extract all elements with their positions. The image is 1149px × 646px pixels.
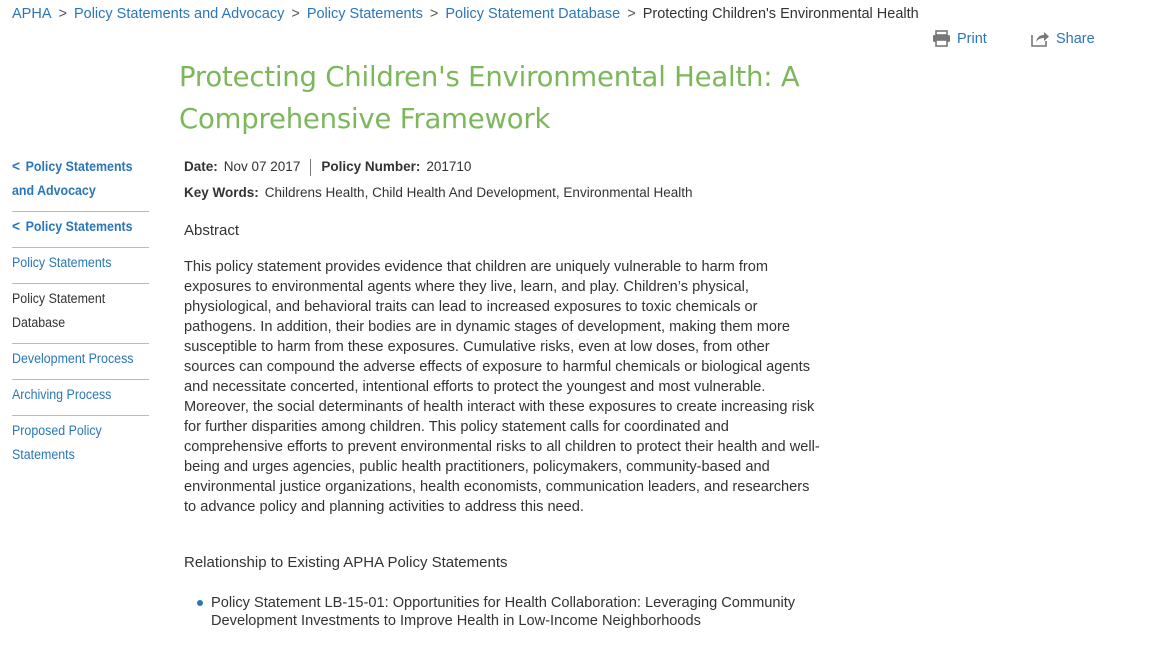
chevron-left-icon: < — [12, 218, 21, 235]
breadcrumb-apha[interactable]: APHA — [12, 6, 52, 22]
sidebar-item-policy-statements[interactable]: Policy Statements — [12, 248, 149, 284]
sidebar-item-development-process[interactable]: Development Process — [12, 344, 149, 380]
breadcrumb — [12, 6, 919, 22]
policy-number-label: Policy Number: — [321, 159, 421, 175]
date-value: Nov 07 2017 — [223, 159, 301, 175]
printer-icon — [932, 30, 951, 47]
breadcrumb-current: Protecting Children's Environmental Health — [642, 6, 919, 22]
keywords-label: Key Words: — [184, 185, 259, 200]
abstract-heading: Abstract — [184, 222, 240, 239]
breadcrumb-separator: > — [58, 6, 67, 22]
sidebar-item-archiving-process[interactable]: Archiving Process — [12, 380, 149, 416]
breadcrumb-separator: > — [429, 6, 439, 22]
policy-number-value: 201710 — [426, 159, 472, 175]
breadcrumb-policy-statements[interactable]: Policy Statements — [306, 6, 423, 22]
chevron-left-icon: < — [12, 158, 21, 175]
sidebar-back-policy-statements[interactable] — [12, 212, 149, 248]
share-button[interactable] — [1031, 30, 1095, 47]
page-title: Protecting Children's Environmental Health: A Comprehensive Framework — [179, 61, 800, 135]
list-item: Policy Statement LB-15-01: Opportunities for Health Collaboration: Leveraging Community Development Investments to Improve Health in Low-Income Neighborhoods — [211, 594, 801, 630]
breadcrumb-policy-statements-and-advocacy[interactable]: Policy Statements and Advocacy — [73, 6, 285, 22]
sidebar-back-policy-statements-and-advocacy[interactable] — [12, 152, 149, 212]
print-label: Print — [957, 30, 987, 47]
print-button[interactable] — [932, 30, 987, 47]
keywords-value: Childrens Health, Child Health And Development, Environmental Health — [264, 185, 693, 200]
meta-divider — [310, 159, 311, 176]
sidebar-item-policy-statement-database[interactable]: Policy Statement Database — [12, 284, 149, 344]
breadcrumb-policy-statement-database[interactable]: Policy Statement Database — [445, 6, 621, 22]
breadcrumb-separator: > — [627, 6, 636, 22]
share-icon — [1031, 30, 1050, 47]
policy-meta — [184, 159, 471, 176]
relationship-heading: Relationship to Existing APHA Policy Statements — [184, 554, 508, 571]
share-label: Share — [1056, 30, 1095, 47]
date-label: Date: — [184, 159, 218, 175]
breadcrumb-separator: > — [291, 6, 300, 22]
related-policy-list — [196, 594, 801, 630]
keywords — [184, 185, 693, 200]
sidebar-item-label: Policy Statements — [25, 219, 133, 234]
sidebar-item-proposed-policy-statements[interactable]: Proposed Policy Statements — [12, 423, 102, 462]
abstract-body: This policy statement provides evidence that children are uniquely vulnerable to harm from exposures to environmental agents where they live, learn, and play. Children’s physical, physiological, and behavioral traits can lead to increased exposures to toxic chemicals or pathogens. In addition, their bodies are in dynamic stages of development, making them more susceptible to harm from these exposures. Cumulative risks, even at low doses, from other sources can compound the adverse effects of exposure to harmful chemicals or biological agents and necessitate concerted, intentional efforts to protect the youngest and most vulnerable. Moreover, the social determinants of health interact with these exposures to create increasing risk for further disparities among children. This policy statement calls for coordinated and comprehensive efforts to prevent environmental risks to all children to protect their health and well-being and urges agencies, public health practitioners, policymakers, community-based and environmental justice organizations, health economists, communication leaders, and researchers to advance policy and planning activities to address this need. — [184, 259, 820, 515]
sidebar-nav — [12, 152, 149, 475]
sidebar-item-label: Policy Statements and Advocacy — [12, 159, 133, 198]
